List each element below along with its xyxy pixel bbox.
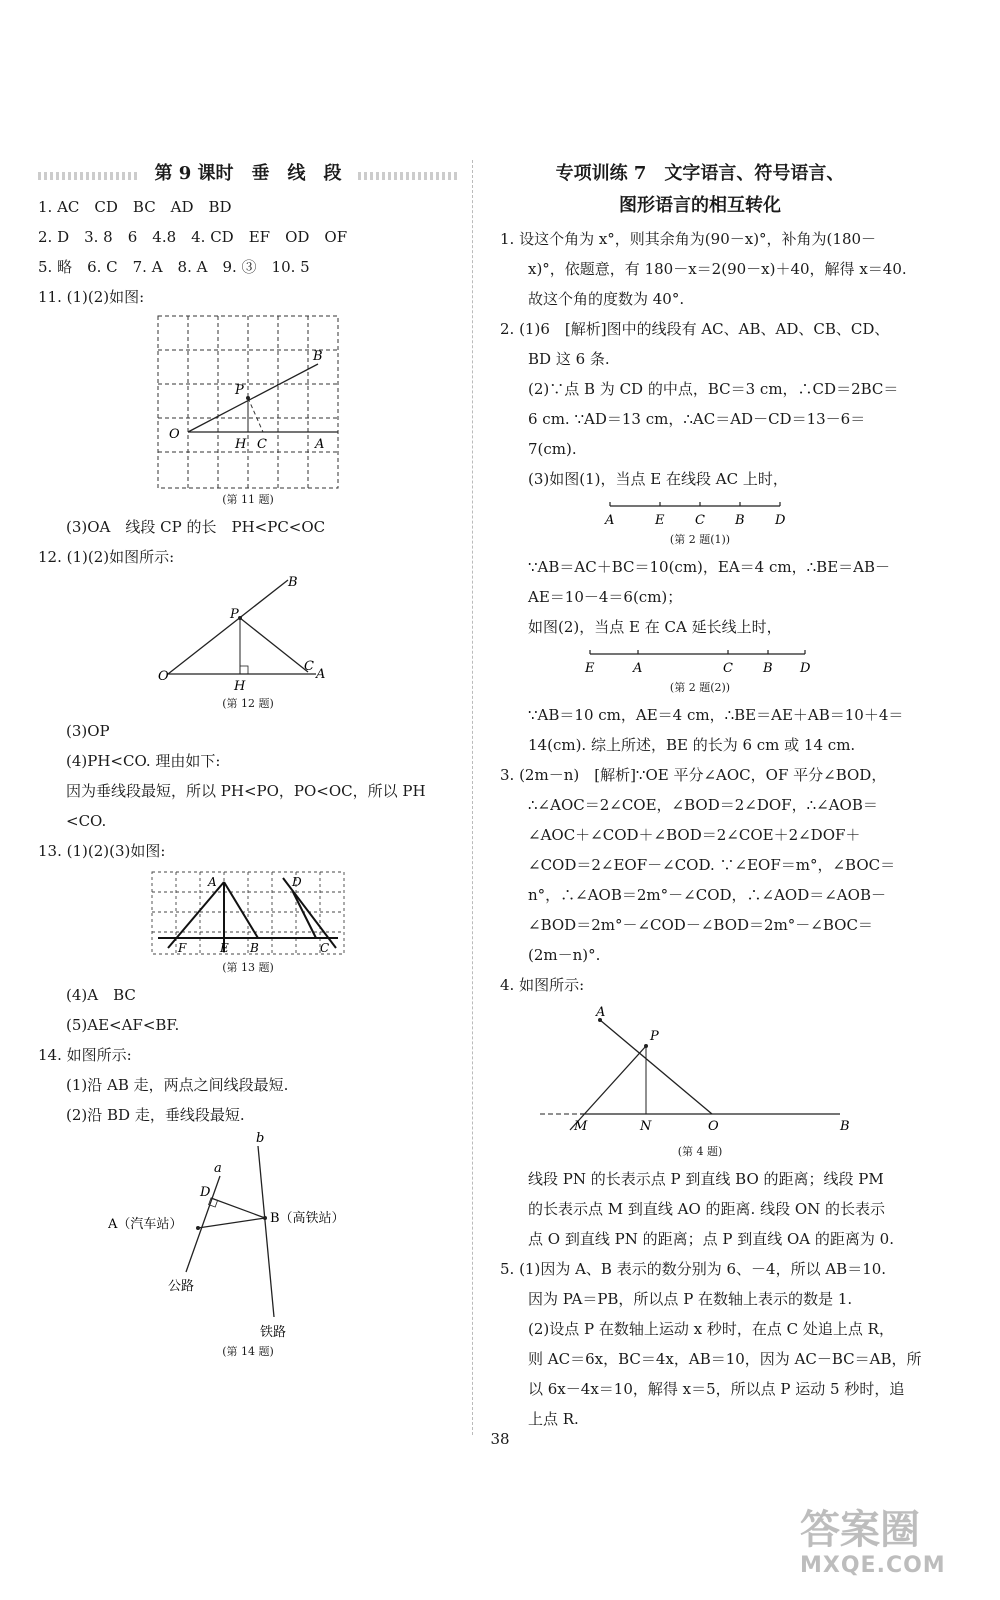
- answer-line: 2. D 3. 8 6 4.8 4. CD EF OD OF: [38, 228, 348, 246]
- answer-line: (3)OP: [66, 722, 110, 740]
- fig-label: P: [230, 607, 239, 622]
- answer-line: n°，∴∠AOB＝2m°－∠COD，∴∠AOD＝∠AOB－: [528, 886, 886, 904]
- right-column: [500, 160, 922, 1434]
- answer-line: 以 6x－4x＝10，解得 x＝5，所以点 P 运动 5 秒时，追: [528, 1380, 905, 1398]
- fig-label: A: [633, 661, 643, 676]
- fig-label: H: [235, 437, 247, 452]
- answer-line: <CO.: [66, 812, 107, 830]
- column-divider: [472, 160, 473, 1435]
- page-number: 38: [490, 1430, 510, 1448]
- answer-line: (1)沿 AB 走，两点之间线段最短.: [66, 1076, 289, 1094]
- answer-line: 1. AC CD BC AD BD: [38, 198, 232, 216]
- figure-caption: (第 2 题(1)): [669, 533, 731, 546]
- answer-line: 4. 如图所示:: [500, 976, 585, 994]
- fig-label: F: [178, 941, 187, 955]
- answer-line: 点 O 到直线 PN 的距离；点 P 到直线 OA 的距离为 0.: [528, 1230, 894, 1248]
- fig-label: A: [208, 875, 217, 889]
- title-decoration: [38, 172, 138, 180]
- answer-line: 则 AC＝6x，BC＝4x，AB＝10，因为 AC－BC＝AB，所: [528, 1350, 922, 1368]
- fig-label: B: [735, 513, 745, 528]
- fig-label: D: [200, 1185, 211, 1200]
- figure-caption: (第 14 题): [222, 1345, 274, 1358]
- watermark-url: MXQE.COM: [800, 1553, 946, 1578]
- fig-label: E: [585, 661, 595, 676]
- answer-line: 14. 如图所示:: [38, 1046, 132, 1064]
- fig-label: E: [220, 941, 229, 955]
- answer-line: 12. (1)(2)如图所示:: [38, 548, 175, 566]
- answer-line: (2)设点 P 在数轴上运动 x 秒时，在点 C 处追上点 R，: [528, 1320, 894, 1338]
- fig-label: B: [313, 349, 323, 364]
- answer-line: 14(cm). 综上所述，BE 的长为 6 cm 或 14 cm.: [528, 736, 856, 754]
- fig-label: A: [316, 667, 326, 682]
- figure-caption: (第 4 题): [677, 1145, 723, 1158]
- answer-line: ∴∠AOC＝2∠COE，∠BOD＝2∠DOF，∴∠AOB＝: [528, 796, 878, 814]
- answer-line: 如图(2)，当点 E 在 CA 延长线上时，: [528, 618, 782, 636]
- answer-line: 故这个角的度数为 40°.: [528, 290, 685, 308]
- fig-label: B: [840, 1119, 850, 1134]
- fig-label: M: [574, 1119, 588, 1134]
- fig-label: C: [320, 941, 330, 955]
- fig-label: E: [655, 513, 665, 528]
- figure-14: [108, 1132, 388, 1342]
- fig-label: B: [288, 575, 298, 590]
- fig-label: O: [169, 427, 180, 442]
- answer-line: ∵AB＝10 cm，AE＝4 cm，∴BE＝AE＋AB＝10＋4＝: [528, 706, 904, 724]
- answer-line: ∠BOD＝2m°－∠COD－∠BOD＝2m°－∠BOC＝: [528, 916, 873, 934]
- answer-line: 7(cm).: [528, 440, 577, 458]
- figure-13: [148, 868, 348, 958]
- figure-caption: (第 13 题): [222, 961, 274, 974]
- fig-label: A: [315, 437, 325, 452]
- fig-label: O: [708, 1119, 719, 1134]
- fig-label: A: [596, 1005, 606, 1020]
- fig-label: H: [234, 679, 246, 694]
- fig-label: A: [605, 513, 615, 528]
- answer-line: 1. 设这个角为 x°，则其余角为(90－x)°，补角为(180－: [500, 230, 877, 248]
- fig-label: D: [775, 513, 786, 528]
- figure-4: [540, 1002, 860, 1142]
- section-title: 第 9 课时 垂 线 段: [154, 163, 342, 184]
- answer-line: 的长表示点 M 到直线 AO 的距离. 线段 ON 的长表示: [528, 1200, 886, 1218]
- answer-line: 5. (1)因为 A、B 表示的数分别为 6、－4，所以 AB＝10.: [500, 1260, 887, 1278]
- fig-label: P: [235, 383, 244, 398]
- answer-line: ∠AOC＋∠COD＋∠BOD＝2∠COE＋2∠DOF＋: [528, 826, 861, 844]
- answer-line: AE＝10－4＝6(cm)；: [528, 588, 683, 606]
- answer-line: (5)AE<AF<BF.: [66, 1016, 180, 1034]
- figure-11: [153, 314, 343, 490]
- fig-label: B: [763, 661, 773, 676]
- title-decoration: [358, 172, 458, 180]
- fig-label: C: [695, 513, 705, 528]
- answer-line: x)°，依题意，有 180－x＝2(90－x)＋40，解得 x＝40.: [528, 260, 907, 278]
- fig-label: B: [250, 941, 259, 955]
- fig-label: A（汽车站）: [108, 1217, 183, 1232]
- fig-label: D: [292, 875, 302, 889]
- answer-line: 3. (2m－n) [解析]∵OE 平分∠AOC，OF 平分∠BOD，: [500, 766, 887, 784]
- answer-line: 因为 PA＝PB，所以点 P 在数轴上表示的数是 1.: [528, 1290, 853, 1308]
- answer-line: 6 cm. ∵AD＝13 cm，∴AC＝AD－CD＝13－6＝: [528, 410, 866, 428]
- answer-line: 因为垂线段最短，所以 PH<PO，PO<OC，所以 PH: [66, 782, 426, 800]
- answer-line: 上点 R.: [528, 1410, 579, 1428]
- section-title: 专项训练 7 文字语言、符号语言、: [555, 163, 845, 184]
- answer-line: (2m－n)°.: [528, 946, 601, 964]
- watermark-text: 答案圈: [800, 1507, 920, 1553]
- answer-line: BD 这 6 条.: [528, 350, 610, 368]
- answer-line: 线段 PN 的长表示点 P 到直线 BO 的距离；线段 PM: [528, 1170, 884, 1188]
- answer-line: (2)沿 BD 走，垂线段最短.: [66, 1106, 245, 1124]
- section-title: 图形语言的相互转化: [619, 195, 781, 216]
- figure-2-2: [580, 644, 820, 678]
- fig-label: 铁路: [260, 1325, 287, 1340]
- answer-line: (4)PH<CO. 理由如下:: [66, 752, 221, 770]
- watermark-logo: [800, 1508, 990, 1588]
- fig-label: C: [257, 437, 267, 452]
- fig-label: a: [214, 1161, 222, 1176]
- answer-line: ∠COD＝2∠EOF－∠COD. ∵∠EOF＝m°，∠BOC＝: [528, 856, 896, 874]
- figure-12: [158, 574, 338, 694]
- answer-line: (3)OA 线段 CP 的长 PH<PC<OC: [66, 518, 326, 536]
- answer-line: (3)如图(1)，当点 E 在线段 AC 上时，: [528, 470, 788, 488]
- answer-line: (2)∵点 B 为 CD 的中点，BC＝3 cm，∴CD＝2BC＝: [528, 380, 899, 398]
- figure-caption: (第 12 题): [222, 697, 274, 710]
- answer-line: 11. (1)(2)如图:: [38, 288, 145, 306]
- figure-caption: (第 2 题(2)): [669, 681, 731, 694]
- fig-label: N: [640, 1119, 652, 1134]
- left-column: [38, 160, 458, 1364]
- answer-line: (4)A BC: [66, 986, 136, 1004]
- figure-caption: (第 11 题): [222, 493, 274, 506]
- fig-label: b: [256, 1132, 265, 1146]
- answer-line: ∵AB＝AC＋BC＝10(cm)，EA＝4 cm，∴BE＝AB－: [528, 558, 890, 576]
- fig-label: 公路: [168, 1279, 195, 1294]
- answer-line: 5. 略 6. C 7. A 8. A 9. ③ 10. 5: [38, 258, 310, 276]
- figure-2-1: [600, 496, 800, 530]
- fig-label: O: [158, 669, 169, 684]
- fig-label: B（高铁站）: [270, 1211, 345, 1226]
- answer-line: 2. (1)6 [解析]图中的线段有 AC、AB、AD、CB、CD、: [500, 320, 890, 338]
- fig-label: P: [650, 1029, 659, 1044]
- answer-line: 13. (1)(2)(3)如图:: [38, 842, 166, 860]
- fig-label: C: [723, 661, 733, 676]
- fig-label: C: [304, 659, 314, 674]
- fig-label: D: [800, 661, 811, 676]
